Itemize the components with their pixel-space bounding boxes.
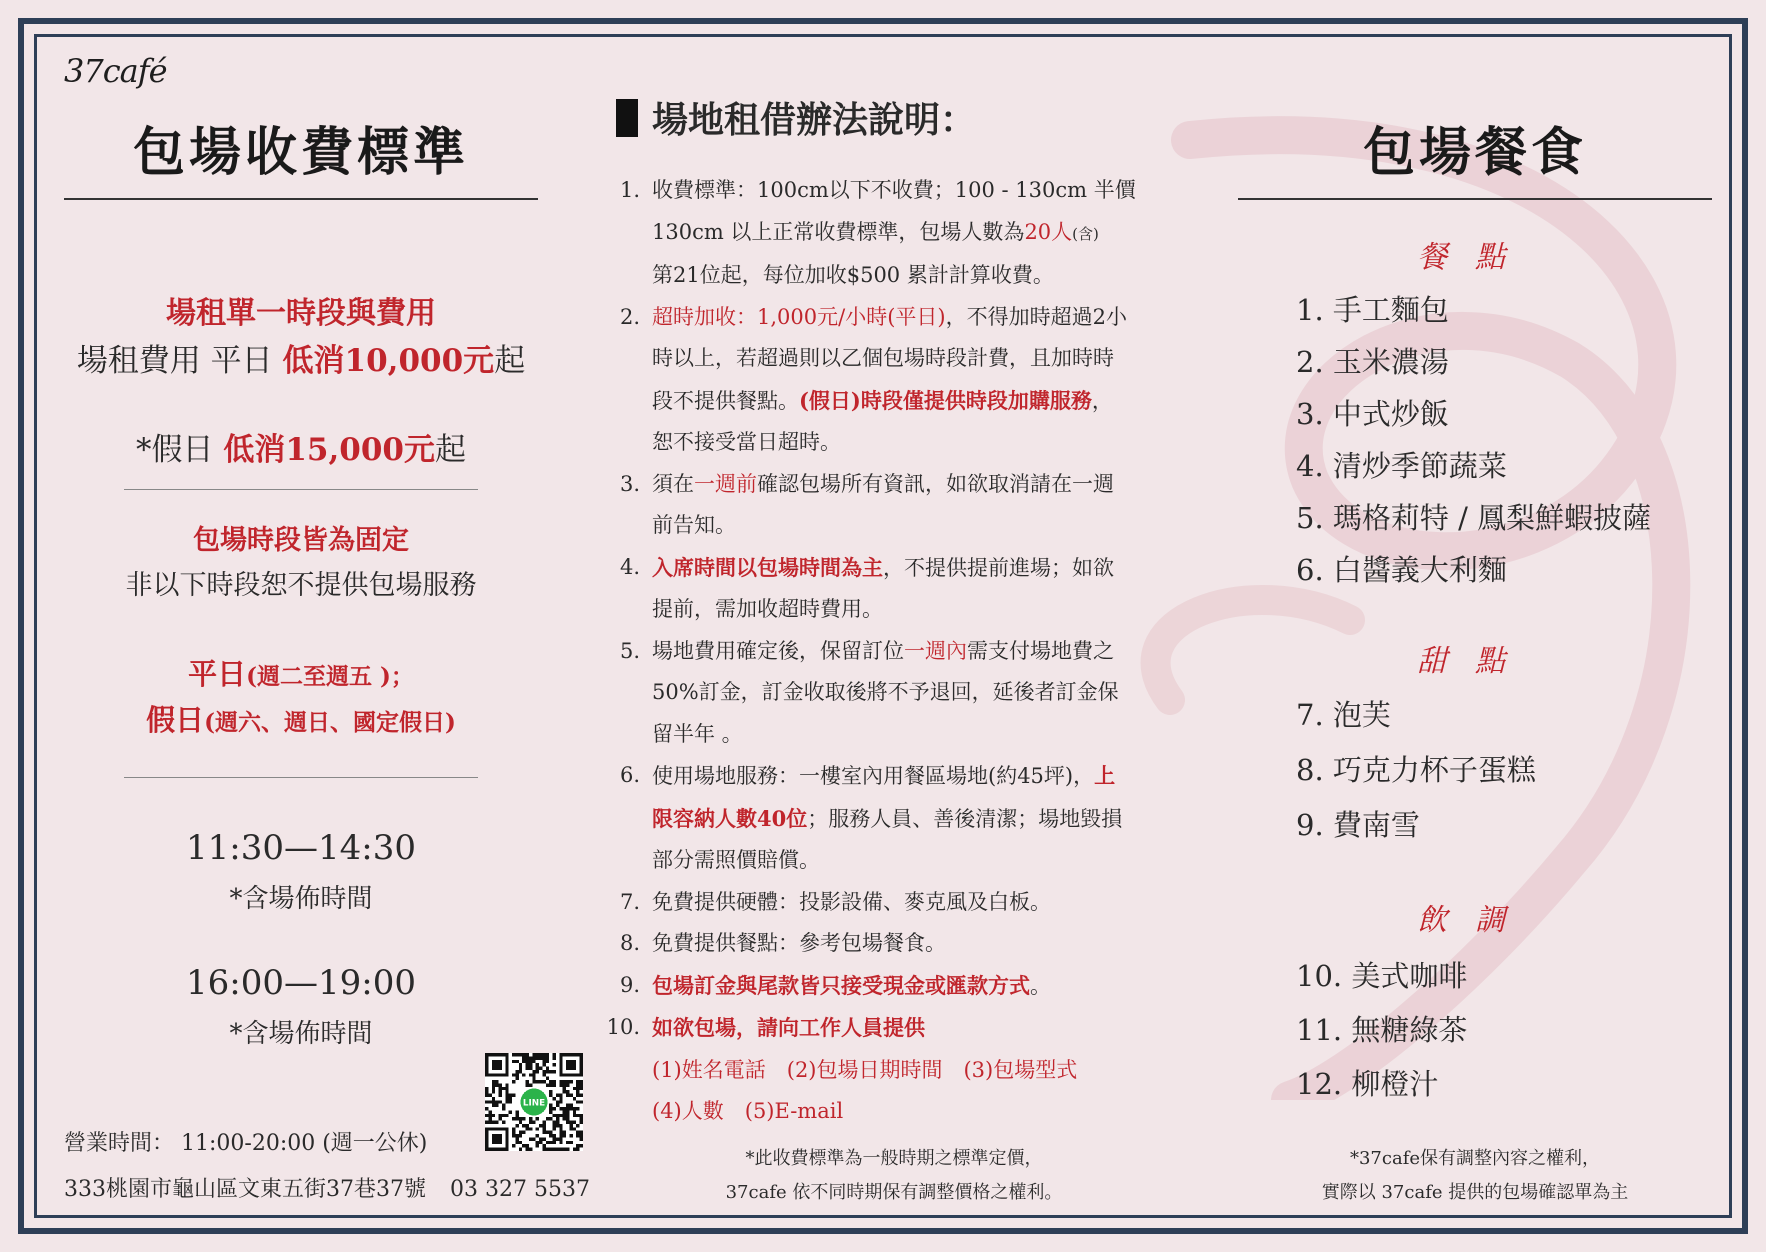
rule-number: 2.: [619, 304, 640, 329]
rule-number: 4.: [619, 554, 640, 579]
rule-number: 10.: [606, 1015, 640, 1039]
holiday-days: 假日(週六、週日、國定假日): [146, 703, 456, 737]
rule-item: [604, 297, 1184, 464]
highlight-text: 超時加收：1,000元/小時(平日): [652, 304, 946, 329]
time-slot-1-note: *含場佈時間: [229, 884, 373, 914]
rule-text: 提前，需加收超時費用。: [652, 597, 883, 621]
rule-line: [652, 798, 1184, 841]
address-line: [64, 1172, 590, 1203]
rule-line: [652, 923, 1184, 965]
highlight-text: (1)姓名電話 (2)包場日期時間 (3)包場型式: [652, 1057, 1078, 1082]
rule-text: 前告知。: [652, 513, 736, 537]
highlight-text: 20人: [1024, 219, 1073, 244]
title-divider: [1238, 198, 1712, 200]
list-item: 4. 清炒季節蔬菜: [1296, 449, 1507, 483]
dessert-heading: 甜點: [1417, 644, 1533, 679]
rule-item: [604, 170, 1184, 297]
highlight-text: 一週前: [694, 471, 757, 496]
drink-heading: 飲調: [1417, 903, 1533, 938]
rule-line: [652, 589, 1184, 631]
rule-text: 場地費用確定後，保留訂位: [652, 638, 904, 663]
rule-item: [604, 755, 1184, 882]
rule-text: 時以上，若超過則以乙個包場時段計費，且加時時: [652, 346, 1114, 370]
list-item: 10. 美式咖啡: [1296, 959, 1468, 993]
rule-text: 。: [1030, 973, 1051, 998]
bullet-square-icon: [616, 99, 638, 137]
rule-line: [652, 212, 1184, 256]
rule-text: 留半年 。: [652, 721, 743, 746]
list-item: 12. 柳橙汁: [1296, 1067, 1439, 1101]
time-slot-2-note: *含場佈時間: [229, 1019, 373, 1049]
pricing-title: 包場收費標準: [132, 122, 469, 183]
rule-text: 需支付場地費之: [967, 638, 1114, 663]
highlight-text: 限容納人數40位: [652, 805, 808, 831]
rule-number: 7.: [619, 889, 640, 914]
rule-text: 50%訂金，訂金收取後將不予退回，延後者訂金保: [652, 680, 1119, 704]
list-item: 5. 瑪格莉特 / 鳳梨鮮蝦披薩: [1296, 501, 1652, 535]
rule-number: 9.: [619, 972, 640, 997]
business-hours: 營業時間： 11:00-20:00 (週一公休): [64, 1131, 428, 1156]
rule-text: 使用場地服務：一樓室內用餐區場地(約45坪)，: [652, 764, 1095, 788]
rule-text: 部分需照價賠償。: [652, 848, 820, 872]
rule-line: [652, 1091, 1184, 1133]
list-item: 8. 巧克力杯子蛋糕: [1296, 753, 1536, 787]
rule-line: [652, 297, 1184, 339]
rule-line: [652, 840, 1184, 882]
rule-item: [604, 882, 1184, 924]
fee-section-title: 場租單一時段與費用: [166, 296, 436, 331]
rule-line: [652, 338, 1184, 380]
rule-line: [652, 170, 1184, 212]
meal-list: [1296, 284, 1651, 596]
rule-item: [604, 923, 1184, 965]
rule-text: ，不提供提前進場；如欲: [883, 555, 1114, 580]
rule-line: [652, 631, 1184, 673]
section-divider: [124, 777, 478, 778]
highlight-text: 如欲包場，請向工作人員提供: [652, 1015, 925, 1040]
title-divider: [64, 198, 538, 200]
rule-text: 恕不接受當日超時。: [652, 430, 841, 454]
line-qr-code[interactable]: [485, 1053, 583, 1151]
rule-text: (含): [1072, 224, 1099, 243]
fixed-slots-title: 包場時段皆為固定: [193, 525, 409, 556]
time-slot-2: 16:00—19:00: [186, 963, 416, 1003]
holiday-fee: *假日 低消15,000元起: [135, 432, 466, 468]
section-divider: [124, 489, 478, 490]
rule-line: [652, 1007, 1184, 1050]
rule-number: 1.: [619, 178, 640, 202]
rule-line: [652, 1050, 1184, 1092]
rule-text: 130cm 以上正常收費標準，包場人數為: [652, 219, 1025, 244]
rule-text: 須在: [652, 471, 694, 496]
rule-line: [652, 422, 1184, 464]
dessert-list: [1296, 688, 1536, 853]
rule-line: [652, 464, 1184, 506]
rule-item: [604, 631, 1184, 756]
meal-heading: 餐點: [1417, 240, 1533, 275]
rule-line: [652, 505, 1184, 547]
pricing-note-line2: 37cafe 依不同時期保有調整價格之權利。: [725, 1182, 1063, 1203]
weekday-days: 平日(週二至週五 )；: [188, 657, 414, 691]
rule-item: [604, 464, 1184, 547]
list-item: 6. 白醬義大利麵: [1296, 553, 1507, 587]
list-item: 3. 中式炒飯: [1296, 397, 1449, 431]
highlight-text: 入席時間以包場時間為主: [652, 554, 883, 580]
highlight-text: (4)人數 (5)E-mail: [652, 1099, 844, 1123]
holiday-amount: 低消15,000元: [223, 432, 435, 468]
rental-rules-list: [604, 170, 1184, 1133]
rule-line: [652, 882, 1184, 924]
list-item: 9. 費南雪: [1296, 808, 1420, 842]
rule-item: [604, 1007, 1184, 1133]
highlight-text: (假日)時段僅提供時段加購服務: [799, 387, 1092, 413]
rule-line: [652, 714, 1184, 756]
rule-line: [652, 255, 1184, 297]
rule-line: [652, 380, 1184, 423]
svg-text:LINE: LINE: [522, 1098, 546, 1109]
rule-text: ，不得加時超過2小: [945, 304, 1127, 329]
rule-text: ；服務人員、善後清潔；場地毀損: [807, 806, 1123, 831]
highlight-text: 一週內: [904, 638, 967, 663]
list-item: 11. 無糖綠茶: [1296, 1013, 1468, 1047]
rule-number: 6.: [619, 763, 640, 787]
weekday-fee: 場租費用 平日 低消10,000元起: [76, 343, 526, 379]
rule-line: [652, 547, 1184, 590]
rule-text: 收費標準：100cm以下不收費；100 - 130cm 半價: [652, 178, 1136, 202]
highlight-text: 包場訂金與尾款皆只接受現金或匯款方式: [652, 972, 1030, 998]
rule-number: 3.: [619, 471, 640, 496]
highlight-text: 上: [1094, 763, 1116, 788]
catering-title: 包場餐食: [1362, 122, 1587, 183]
phone-number: 03 327 5537: [449, 1177, 590, 1202]
rule-item: [604, 965, 1184, 1008]
pricing-note-line1: *此收費標準為一般時期之標準定價，: [745, 1148, 1043, 1169]
rule-number: 5.: [619, 638, 640, 663]
drink-list: [1296, 949, 1467, 1111]
catering-note-line1: *37cafe保有調整內容之權利，: [1349, 1148, 1601, 1169]
rule-text: 確認包場所有資訊，如欲取消請在一週: [757, 471, 1114, 496]
address: 333桃園市龜山區文東五街37巷37號: [64, 1177, 426, 1202]
list-item: 1. 手工麵包: [1296, 293, 1449, 327]
rule-line: [652, 755, 1184, 798]
rule-text: 段不提供餐點。: [652, 388, 799, 413]
fixed-slots-note: 非以下時段恕不提供包場服務: [125, 570, 477, 601]
rule-text: 免費提供餐點：參考包場餐食。: [652, 931, 946, 955]
rule-line: [652, 672, 1184, 714]
list-item: 7. 泡芙: [1296, 698, 1391, 732]
rule-text: 免費提供硬體：投影設備、麥克風及白板。: [652, 889, 1051, 914]
rule-text: 第21位起，每位加收$500 累計計算收費。: [652, 263, 1054, 287]
catering-note-line2: 實際以 37cafe 提供的包場確認單為主: [1321, 1182, 1629, 1203]
rule-line: [652, 965, 1184, 1008]
rule-item: [604, 547, 1184, 631]
cafe-logo: 37café: [64, 52, 167, 90]
list-item: 2. 玉米濃湯: [1296, 345, 1449, 379]
rule-text: ，: [1091, 388, 1113, 413]
rule-number: 8.: [619, 931, 640, 955]
weekday-amount: 低消10,000元: [282, 343, 495, 379]
rental-rules-title: 場地租借辦法說明：: [616, 92, 976, 143]
time-slot-1: 11:30—14:30: [186, 828, 416, 868]
